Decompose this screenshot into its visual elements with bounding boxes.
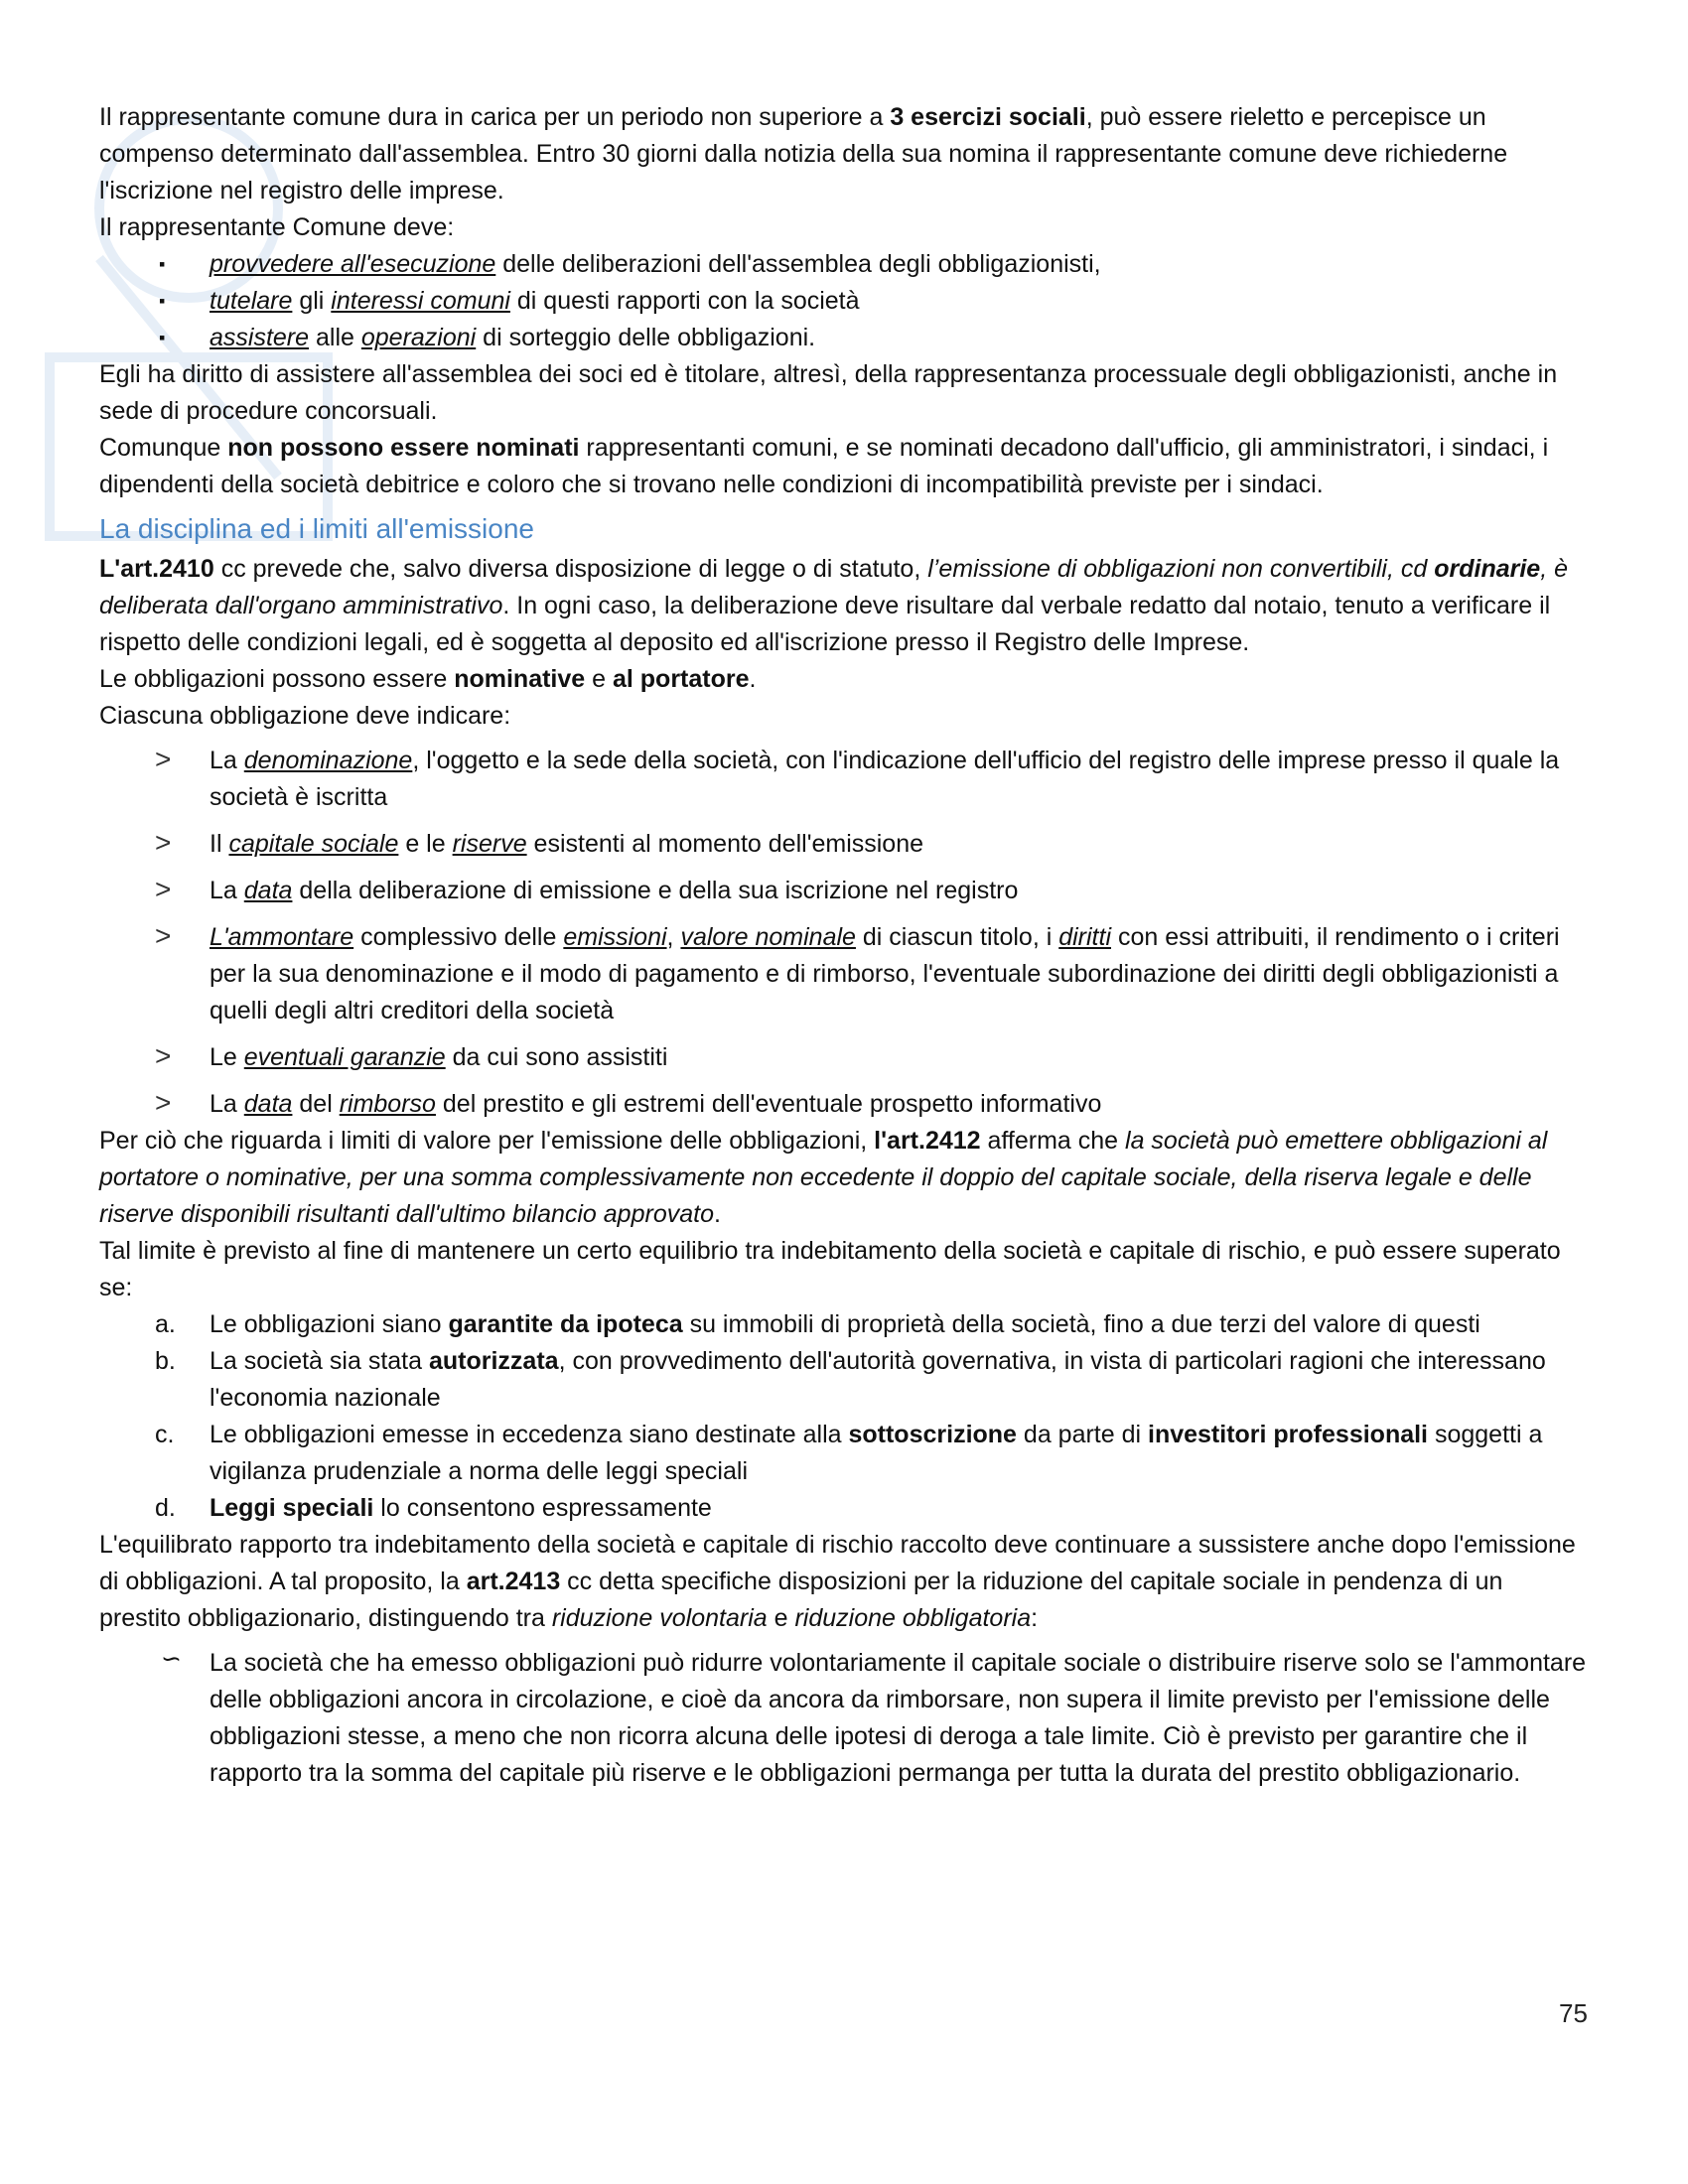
paragraph-art2410: L'art.2410 cc prevede che, salvo diversa disposizione di legge o di statuto, l’emissione di obbligazioni non convertibili, cd ordinarie, è deliberata dall'organo amministrativo. In ogni caso, la deliberazione deve risultare dal verbale redatto dal notaio, tenuto a verificare il rispetto delle condizioni legali, ed è soggetta al deposito ed all'iscrizione presso il Registro delle Imprese.: [99, 555, 1569, 656]
list-item: ∽ La società che ha emesso obbligazioni può ridurre volontariamente il capitale sociale o distribuire riserve solo se l'ammontare delle obbligazioni ancora in circolazione, e cioè da ancora da rimborsare, non supera il limite previsto per l'emissione delle obbligazioni stesse, a meno che non ricorra alcuna delle ipotesi di deroga a tale limite. Ciò è previsto per garantire che il rapporto tra la somma del capitale più riserve e le obbligazioni permanga per tutta la durata del prestito obbligazionario.: [99, 1645, 1589, 1792]
list-item: > La denominazione, l'oggetto e la sede della società, con l'indicazione dell'ufficio del registro delle imprese presso il quale la società è iscritta: [99, 743, 1589, 816]
paragraph-rights: Egli ha diritto di assistere all'assemblea dei soci ed è titolare, altresì, della rappresentanza processuale degli obbligazionisti, anche in sede di procedure concorsuali.: [99, 360, 1558, 425]
list-item: ▪ provvedere all'esecuzione delle deliberazioni dell'assemblea degli obbligazionisti,: [99, 246, 1589, 283]
paragraph-art2412: Per ciò che riguarda i limiti di valore per l'emissione delle obbligazioni, l'art.2412 afferma che la società può emettere obbligazioni al portatore o nominative, per una somma complessivamente non eccedente il doppio del capitale sociale, della riserva legale e delle riserve disponibili risultanti dall'ultimo bilancio approvato.: [99, 1127, 1548, 1228]
document-page: [99, 99, 1589, 1792]
list-item: c. Le obbligazioni emesse in eccedenza siano destinate alla sottoscrizione da parte di investitori professionali soggetti a vigilanza prudenziale a norma delle leggi speciali: [155, 1421, 1543, 1485]
section-heading: La disciplina ed i limiti all'emissione: [99, 513, 534, 544]
reduction-list: [99, 1645, 1589, 1792]
duties-list: [99, 246, 1589, 356]
bullet-square-icon: ▪: [159, 254, 166, 274]
paragraph-art2413: L'equilibrato rapporto tra indebitamento della società e capitale di rischio raccolto deve continuare a sussistere anche dopo l'emissione di obbligazioni. A tal proposito, la art.2413 cc detta specifiche disposizioni per la riduzione del capitale sociale in pendenza di un prestito obbligazionario, distinguendo tra riduzione volontaria e riduzione obbligatoria:: [99, 1531, 1576, 1632]
requirements-list: [99, 743, 1589, 1123]
arrow-bullet-icon: >: [155, 1087, 172, 1118]
paragraph-incompatibility: Comunque non possono essere nominati rappresentanti comuni, e se nominati decadono dall'ufficio, gli amministratori, i sindaci, i dipendenti della società debitrice e coloro che si trovano nelle condizioni di incompatibilità previste per i sindaci.: [99, 434, 1549, 498]
tilde-bullet-icon: ∽: [161, 1645, 182, 1673]
list-item: ▪ tutelare gli interessi comuni di questi rapporti con la società: [99, 283, 1589, 320]
paragraph-requirements-intro: Ciascuna obbligazione deve indicare:: [99, 702, 511, 730]
list-item: a. Le obbligazioni siano garantite da ipoteca su immobili di proprietà della società, fino a due terzi del valore di questi: [155, 1310, 1480, 1338]
arrow-bullet-icon: >: [155, 744, 172, 774]
list-item: b. La società sia stata autorizzata, con provvedimento dell'autorità governativa, in vista di particolari ragioni che interessano l'economia nazionale: [155, 1347, 1546, 1412]
exceptions-list: [99, 1306, 1589, 1527]
list-item: > La data del rimborso del prestito e gli estremi dell'eventuale prospetto informativo: [99, 1086, 1589, 1123]
list-item: > L'ammontare complessivo delle emissioni, valore nominale di ciascun titolo, i diritti con essi attribuiti, il rendimento o i criteri per la sua denominazione e il modo di pagamento e di rimborso, l'eventuale subordinazione dei diritti degli obbligazionisti a quelli degli altri creditori della società: [99, 919, 1589, 1029]
bullet-square-icon: ▪: [159, 291, 166, 311]
list-item: ▪ assistere alle operazioni di sorteggio delle obbligazioni.: [99, 320, 1589, 356]
arrow-bullet-icon: >: [155, 920, 172, 951]
list-item: > La data della deliberazione di emissione e della sua iscrizione nel registro: [99, 873, 1589, 909]
list-item: d. Leggi speciali lo consentono espressamente: [155, 1494, 712, 1522]
page-number: 75: [1559, 1998, 1588, 2028]
list-item: > Le eventuali garanzie da cui sono assistiti: [99, 1039, 1589, 1076]
paragraph-duties-intro: Il rappresentante Comune deve:: [99, 213, 455, 241]
arrow-bullet-icon: >: [155, 827, 172, 858]
paragraph-types: Le obbligazioni possono essere nominative e al portatore.: [99, 665, 757, 693]
arrow-bullet-icon: >: [155, 874, 172, 904]
list-item: > Il capitale sociale e le riserve esistenti al momento dell'emissione: [99, 826, 1589, 863]
arrow-bullet-icon: >: [155, 1040, 172, 1071]
paragraph-term: Il rappresentante comune dura in carica per un periodo non superiore a 3 esercizi sociali, può essere rieletto e percepisce un compenso determinato dall'assemblea. Entro 30 giorni dalla notizia della sua nomina il rappresentante comune deve richiederne l'iscrizione nel registro delle imprese.: [99, 103, 1508, 205]
bullet-square-icon: ▪: [159, 328, 166, 347]
paragraph-limit: Tal limite è previsto al fine di mantenere un certo equilibrio tra indebitamento della società e capitale di rischio, e può essere superato se:: [99, 1237, 1561, 1301]
